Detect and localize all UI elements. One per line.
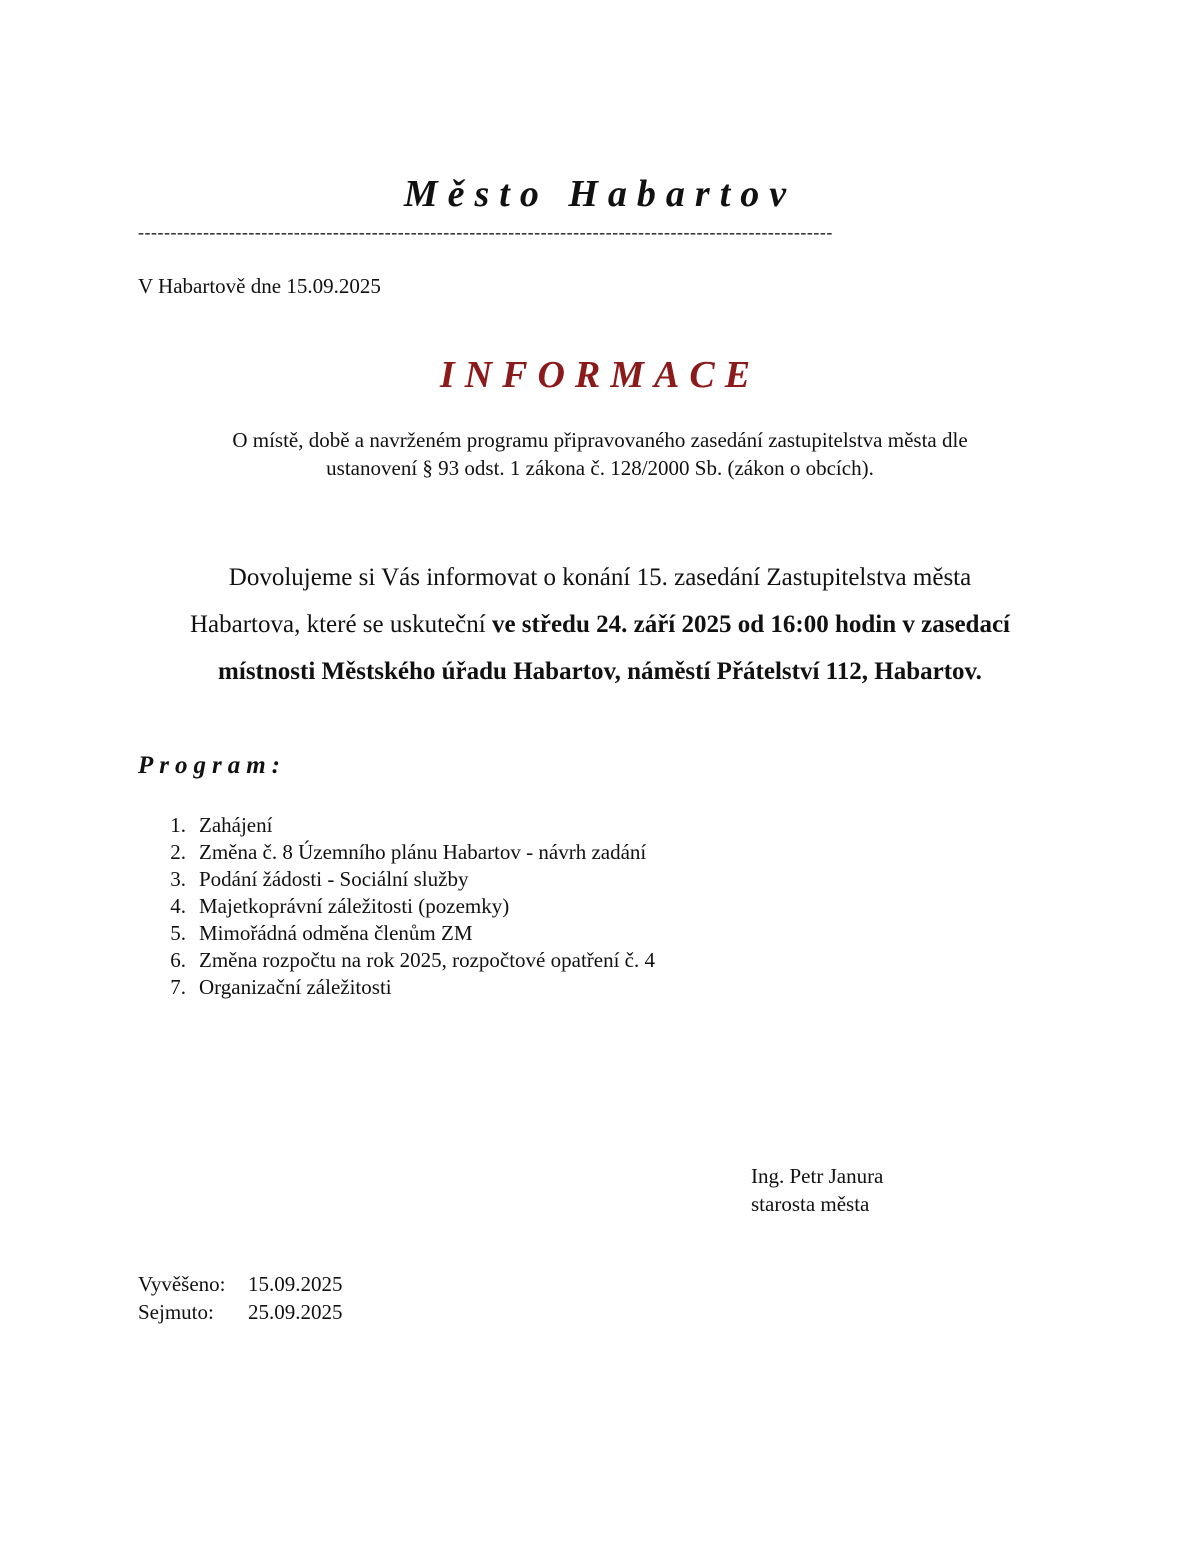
posting-info bbox=[138, 1270, 343, 1326]
subtitle-line-2: ustanovení § 93 odst. 1 zákona č. 128/2000 Sb. (zákon o obcích). bbox=[326, 456, 874, 480]
program-item bbox=[138, 947, 655, 974]
program-item-text: Organizační záležitosti bbox=[199, 975, 392, 999]
program-item-number: 5. bbox=[170, 921, 186, 945]
posted-label: Vyvěšeno: bbox=[138, 1272, 226, 1296]
program-item-text: Mimořádná odměna členům ZM bbox=[199, 921, 473, 945]
signatory-role: starosta města bbox=[751, 1192, 870, 1216]
subtitle-line-1: O místě, době a navrženém programu připravovaného zasedání zastupitelstva města dle bbox=[232, 428, 968, 452]
document-heading: INFORMACE bbox=[439, 354, 761, 396]
program-item-number: 6. bbox=[170, 948, 186, 972]
program-item-number: 3. bbox=[170, 867, 186, 891]
program-item bbox=[138, 839, 655, 866]
city-title: Město Habartov bbox=[403, 173, 797, 215]
program-item-text: Změna rozpočtu na rok 2025, rozpočtové opatření č. 4 bbox=[199, 948, 656, 972]
removed-label: Sejmuto: bbox=[138, 1300, 214, 1324]
program-item bbox=[138, 920, 655, 947]
posted-row bbox=[138, 1270, 343, 1298]
program-item-text: Podání žádosti - Sociální služby bbox=[199, 867, 469, 891]
program-item bbox=[138, 812, 655, 839]
signatory-name: Ing. Petr Janura bbox=[751, 1164, 884, 1188]
program-item-text: Změna č. 8 Územního plánu Habartov - návrh zadání bbox=[199, 840, 647, 864]
document-subtitle bbox=[100, 426, 1100, 482]
announcement-line-3 bbox=[100, 648, 1100, 695]
meeting-announcement bbox=[100, 554, 1100, 695]
removed-row bbox=[138, 1298, 343, 1326]
place-date: V Habartově dne 15.09.2025 bbox=[138, 274, 381, 298]
program-item-text: Zahájení bbox=[199, 813, 273, 837]
posted-date: 15.09.2025 bbox=[248, 1272, 343, 1296]
removed-date: 25.09.2025 bbox=[248, 1300, 343, 1324]
signature-block bbox=[751, 1162, 883, 1218]
program-item bbox=[138, 974, 655, 1001]
announcement-line-2-normal: Habartova, které se uskuteční bbox=[189, 611, 492, 638]
program-item bbox=[138, 893, 655, 920]
program-item-number: 7. bbox=[170, 975, 186, 999]
program-item-text: Majetkoprávní záležitosti (pozemky) bbox=[199, 894, 510, 918]
announcement-line-3-bold: místnosti Městského úřadu Habartov, náměstí Přátelství 112, Habartov. bbox=[218, 658, 982, 685]
program-item bbox=[138, 866, 655, 893]
header-separator: ----------------------------------------------------------------------------------------------------------- bbox=[138, 222, 833, 242]
program-item-number: 2. bbox=[170, 840, 186, 864]
program-label: Program: bbox=[138, 752, 286, 779]
announcement-line-2 bbox=[100, 601, 1100, 648]
announcement-line-1: Dovolujeme si Vás informovat o konání 15. zasedání Zastupitelstva města bbox=[228, 564, 972, 591]
program-item-number: 1. bbox=[170, 813, 186, 837]
program-item-number: 4. bbox=[170, 894, 186, 918]
program-list bbox=[138, 812, 655, 1001]
announcement-line-2-bold: ve středu 24. září 2025 od 16:00 hodin v zasedací bbox=[491, 611, 1010, 638]
